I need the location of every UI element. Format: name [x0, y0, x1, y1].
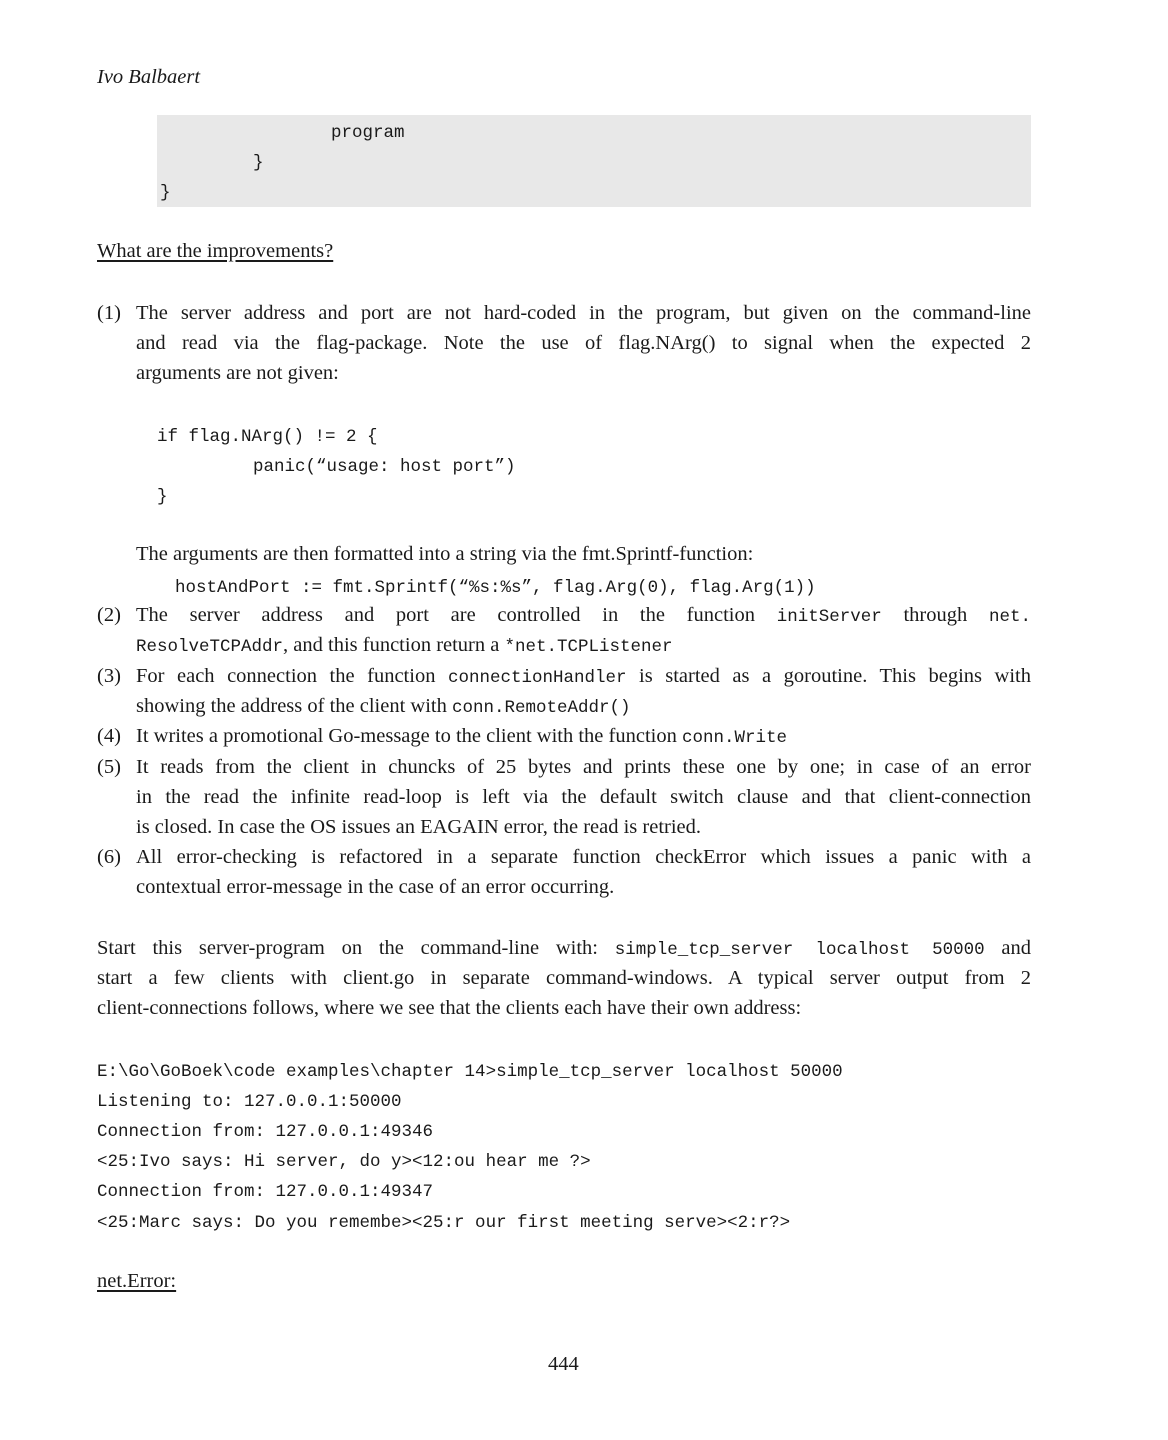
- text-run: It writes a promotional Go-message to the client with the function: [136, 725, 682, 747]
- text-run: It reads from the client in chuncks of 25 bytes and prints these one by one; in case of an error: [136, 756, 1031, 778]
- inline-code: }: [160, 183, 171, 203]
- list-item-line: [136, 630, 673, 660]
- inline-code: Connection from: 127.0.0.1:49347: [97, 1182, 434, 1202]
- output-line: [97, 1145, 591, 1175]
- running-header-author: [97, 62, 200, 92]
- text-run: For each connection the function: [136, 665, 448, 687]
- text-run: Ivo Balbaert: [97, 66, 201, 88]
- list-marker: (1): [97, 302, 121, 324]
- list-marker: (5): [97, 756, 121, 778]
- text-run: The arguments are then formatted into a string via the fmt.Sprintf-function:: [136, 543, 754, 565]
- inline-code: <25:Ivo says: Hi server, do y><12:ou hear me ?>: [97, 1152, 591, 1172]
- output-line: [97, 1175, 433, 1205]
- code-line: [157, 480, 168, 510]
- list-item-line: [136, 358, 339, 388]
- code-line: [253, 146, 264, 176]
- output-line: [97, 1055, 843, 1085]
- text-run: and read via the flag-package. Note the use of flag.NArg() to signal when the expected 2: [136, 332, 1031, 354]
- paragraph-line: [97, 963, 1031, 993]
- text-run: 444: [548, 1353, 579, 1375]
- list-item-line: [136, 812, 701, 842]
- text-run: client-connections follows, where we see that the clients each have their own address:: [97, 997, 802, 1019]
- paragraph-line: [136, 539, 753, 569]
- list-marker: (4): [97, 725, 121, 747]
- inline-code: }: [157, 487, 168, 507]
- output-line: [97, 1206, 790, 1236]
- inline-code: conn.RemoteAddr(): [451, 698, 631, 718]
- text-run: contextual error-message in the case of an error occurring.: [136, 876, 615, 898]
- inline-code: Listening to: 127.0.0.1:50000: [97, 1092, 402, 1112]
- list-item-line: [136, 298, 1031, 328]
- text-run: Start this server-program on the command-line with:: [97, 937, 615, 959]
- list-marker: (6): [97, 846, 121, 868]
- text-run: What are the improvements?: [97, 240, 334, 262]
- inline-code: Connection from: 127.0.0.1:49346: [97, 1122, 434, 1142]
- paragraph-line: [97, 993, 801, 1023]
- text-run: and: [984, 937, 1031, 959]
- code-line: [175, 571, 816, 601]
- inline-code: hostAndPort := fmt.Sprintf(“%s:%s”, flag.Arg(0), flag.Arg(1)): [175, 578, 816, 598]
- output-line: [97, 1085, 402, 1115]
- inline-code: }: [253, 153, 264, 173]
- text-run: through: [881, 604, 989, 626]
- inline-code: net.: [988, 607, 1031, 627]
- text-run: start a few clients with client.go in separate command-windows. A typical server output from 2: [97, 967, 1031, 989]
- list-item-line: [136, 782, 1031, 812]
- code-line: [157, 420, 378, 450]
- list-item-line: [136, 842, 1031, 872]
- inline-code: simple_tcp_server localhost 50000: [614, 940, 985, 960]
- list-item-line: [136, 600, 1031, 630]
- output-line: [97, 1115, 433, 1145]
- code-line: [331, 116, 405, 146]
- text-run: showing the address of the client with: [136, 695, 452, 717]
- list-item-line: [136, 752, 1031, 782]
- code-line: [253, 450, 516, 480]
- list-marker: (3): [97, 665, 121, 687]
- list-item-line: [136, 872, 614, 902]
- inline-code: <25:Marc says: Do you remembe><25:r our first meeting serve><2:r?>: [97, 1213, 791, 1233]
- section-heading: [97, 236, 333, 266]
- text-run: arguments are not given:: [136, 362, 339, 384]
- text-run: All error-checking is refactored in a separate function checkError which issues a panic with a: [136, 846, 1031, 868]
- list-item-line: [136, 721, 787, 751]
- inline-code: initServer: [776, 607, 882, 627]
- list-item-line: [136, 691, 631, 721]
- text-run: net.Error:: [97, 1270, 177, 1292]
- inline-code: connectionHandler: [447, 668, 627, 688]
- list-marker: (2): [97, 604, 121, 626]
- page-number: [548, 1349, 579, 1379]
- code-line: [160, 176, 171, 206]
- text-run: , and this function return a: [283, 634, 505, 656]
- code-block: [157, 115, 1031, 207]
- inline-code: E:\Go\GoBoek\code examples\chapter 14>simple_tcp_server localhost 50000: [97, 1062, 843, 1082]
- inline-code: ResolveTCPAddr: [136, 637, 284, 657]
- list-item-line: [136, 328, 1031, 358]
- inline-code: conn.Write: [681, 728, 787, 748]
- paragraph-line: [97, 933, 1031, 963]
- section-heading: [97, 1266, 176, 1296]
- list-item-line: [136, 661, 1031, 691]
- text-run: The server address and port are not hard-coded in the program, but given on the command-line: [136, 302, 1031, 324]
- text-run: The server address and port are controlled in the function: [136, 604, 777, 626]
- inline-code: *net.TCPListener: [504, 637, 673, 657]
- inline-code: panic(“usage: host port”): [253, 457, 516, 477]
- text-run: is closed. In case the OS issues an EAGAIN error, the read is retried.: [136, 816, 702, 838]
- inline-code: if flag.NArg() != 2 {: [157, 427, 378, 447]
- text-run: is started as a goroutine. This begins with: [626, 665, 1031, 687]
- inline-code: program: [331, 123, 405, 143]
- text-run: in the read the infinite read-loop is left via the default switch clause and that client-connection: [136, 786, 1031, 808]
